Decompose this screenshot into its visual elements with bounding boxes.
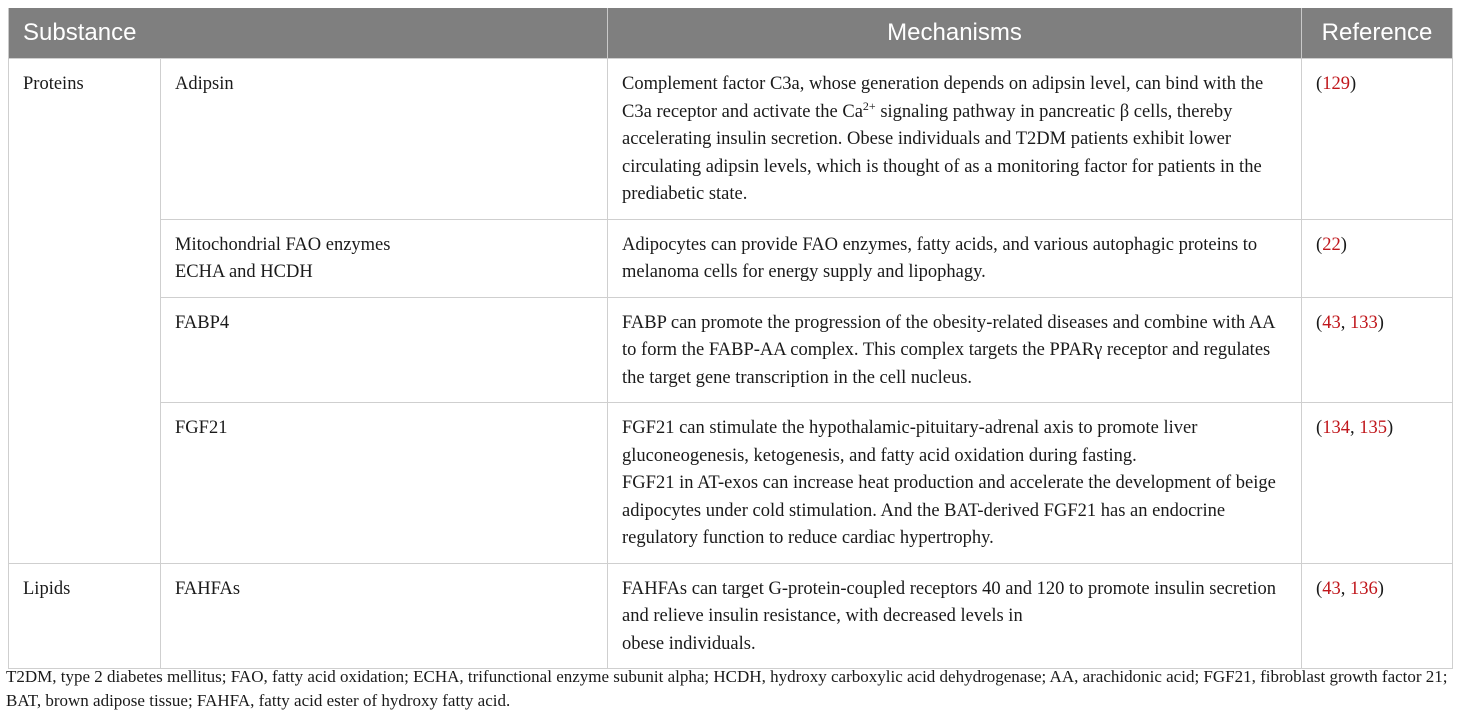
reference-link[interactable]: 134 [1322, 418, 1350, 438]
reference-link[interactable]: 136 [1349, 578, 1378, 599]
header-reference: Reference [1302, 8, 1453, 59]
table-row [9, 403, 1453, 564]
mechanism-cell: FABP can promote the progression of the obesity-related diseases and combine with AA to form the FABP-AA complex. This complex targets the PPARγ receptor and regulates the target gene transcription in the cell nucleus. [608, 297, 1302, 403]
reference-cell: (134, 135) [1302, 403, 1453, 564]
reference-cell: (43, 136) [1302, 563, 1453, 669]
superscript: 2+ [862, 98, 876, 113]
mechanism-text: FGF21 can stimulate the hypothalamic-pituitary-adrenal axis to promote liver gluconeogenesis, ketogenesis, and fatty acid oxidation during fasting. [622, 418, 1198, 466]
mechanism-text: obese individuals. [622, 633, 756, 654]
reference-link[interactable]: 135 [1359, 418, 1387, 438]
reference-link[interactable]: 43 [1322, 312, 1341, 333]
mechanism-cell [608, 59, 1302, 220]
reference-cell: (22) [1302, 219, 1453, 297]
category-lipids: Lipids [9, 563, 161, 669]
substance-line: ECHA and HCDH [175, 262, 313, 282]
substance-cell: FAHFAs [161, 563, 608, 669]
table-footnote: T2DM, type 2 diabetes mellitus; FAO, fatty acid oxidation; ECHA, trifunctional enzyme subunit alpha; HCDH, hydroxy carboxylic acid dehydrogenase; AA, arachidonic acid; FGF21, fibroblast growth factor 21; BAT, brown adipose tissue; FAHFA, fatty acid ester of hydroxy fatty acid. [6, 667, 1448, 710]
table-row [9, 297, 1453, 403]
mechanism-cell: Adipocytes can provide FAO enzymes, fatty acids, and various autophagic proteins to melanoma cells for energy supply and lipophagy. [608, 219, 1302, 297]
mechanism-cell [608, 403, 1302, 564]
substance-cell: FGF21 [161, 403, 608, 564]
data-table [8, 8, 1453, 669]
header-mechanisms: Mechanisms [608, 8, 1302, 59]
table-row [9, 59, 1453, 220]
reference-link[interactable]: 133 [1349, 312, 1378, 333]
reference-cell: (43, 133) [1302, 297, 1453, 403]
substance-cell [161, 219, 608, 297]
mechanism-text: FAHFAs can target G-protein-coupled receptors 40 and 120 to promote insulin secretion and relieve insulin resistance, with decreased levels in [622, 578, 1277, 626]
mechanism-text: signaling pathway in pancreatic β cells, thereby accelerating insulin secretion. Obese individuals and T2DM patients exhibit lower circulating adipsin levels, which is thought of as a monitoring factor for patients in the prediabetic state. [622, 101, 1262, 204]
table-row [9, 219, 1453, 297]
substance-line: Mitochondrial FAO enzymes [175, 234, 391, 255]
reference-cell: (129) [1302, 59, 1453, 220]
table-row [9, 563, 1453, 669]
mechanism-text: Complement factor C3a, whose generation depends on adipsin level, can bind with the C3a receptor and activate the Ca [622, 74, 1264, 122]
mechanism-cell [608, 563, 1302, 669]
category-proteins: Proteins [9, 59, 161, 564]
table-header-row [9, 8, 1453, 59]
reference-link[interactable]: 129 [1322, 74, 1350, 94]
reference-link[interactable]: 43 [1322, 578, 1341, 599]
substance-cell: Adipsin [161, 59, 608, 220]
mechanism-text: FGF21 in AT-exos can increase heat production and accelerate the development of beige adipocytes under cold stimulation. And the BAT-derived FGF21 has an endocrine regulatory function to reduce cardiac hypertrophy. [622, 473, 1276, 548]
reference-link[interactable]: 22 [1322, 234, 1341, 255]
substance-cell: FABP4 [161, 297, 608, 403]
header-substance: Substance [9, 8, 608, 59]
